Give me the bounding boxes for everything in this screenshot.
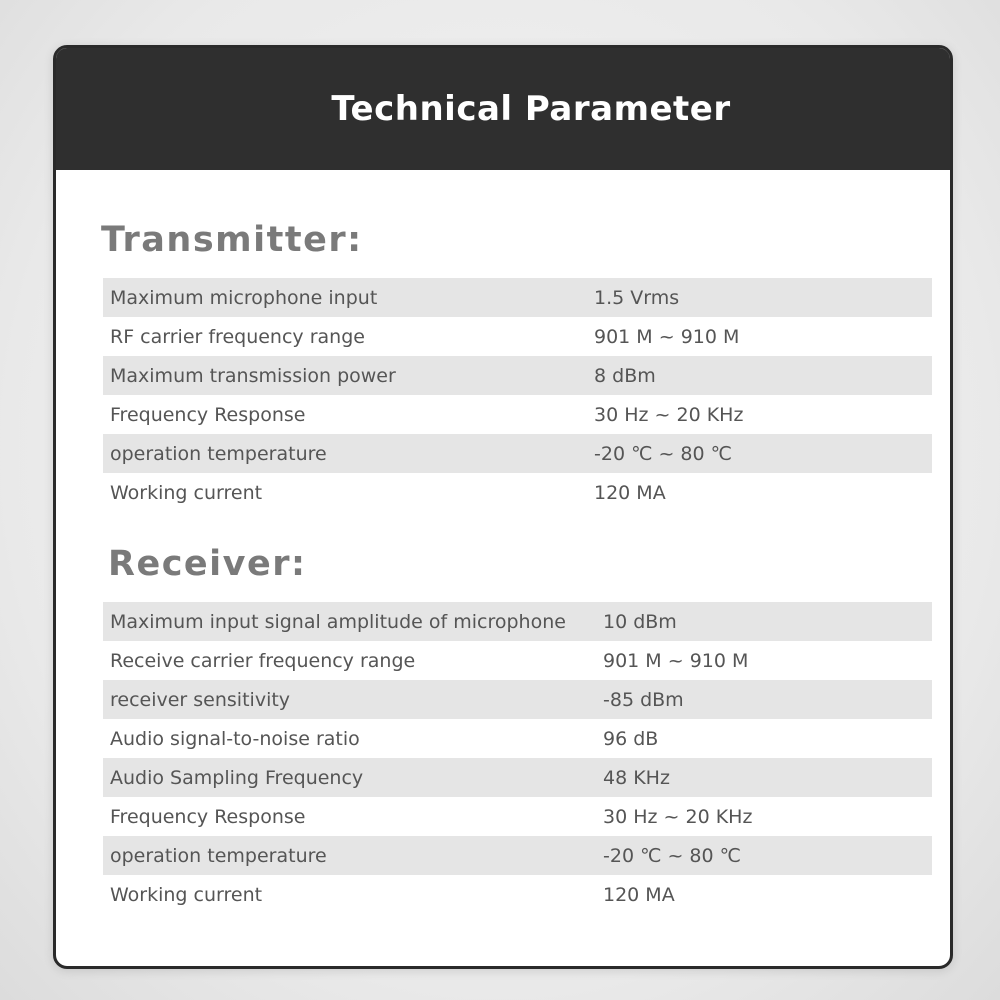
row-label: Maximum transmission power [110,364,396,387]
transmitter-heading: Transmitter: [101,220,363,260]
row-value: -20 ℃ ~ 80 ℃ [594,442,732,465]
row-value: 901 M ~ 910 M [594,325,740,348]
row-value: 30 Hz ~ 20 KHz [594,403,744,426]
row-label: RF carrier frequency range [110,325,365,348]
row-label: Audio signal-to-noise ratio [110,727,360,750]
table-row [103,278,932,317]
page-title: Technical Parameter [331,89,731,129]
table-row [103,797,932,836]
transmitter-table [103,278,932,512]
table-row [103,395,932,434]
row-value: 8 dBm [594,364,656,387]
row-label: operation temperature [110,442,327,465]
table-row [103,641,932,680]
row-label: operation temperature [110,844,327,867]
receiver-table [103,602,932,914]
row-label: Frequency Response [110,403,306,426]
table-row [103,719,932,758]
table-row [103,680,932,719]
row-value: 48 KHz [603,766,670,789]
row-label: Frequency Response [110,805,306,828]
table-row [103,473,932,512]
row-label: receiver sensitivity [110,688,291,711]
spec-card [53,45,953,969]
receiver-heading: Receiver: [108,544,307,584]
table-row [103,758,932,797]
table-row [103,602,932,641]
table-row [103,836,932,875]
table-row [103,875,932,914]
row-value: -85 dBm [603,688,684,711]
row-value: 1.5 Vrms [594,286,680,309]
row-label: Working current [110,883,263,906]
row-label: Receive carrier frequency range [110,649,416,672]
row-value: 120 MA [603,883,675,906]
row-value: 96 dB [603,727,659,750]
row-value: 30 Hz ~ 20 KHz [603,805,753,828]
row-label: Maximum microphone input [110,286,378,309]
row-value: 901 M ~ 910 M [603,649,749,672]
table-row [103,317,932,356]
row-value: 120 MA [594,481,666,504]
row-label: Audio Sampling Frequency [110,766,364,789]
row-value: 10 dBm [603,610,677,633]
table-row [103,434,932,473]
table-row [103,356,932,395]
header-banner [56,48,950,170]
row-value: -20 ℃ ~ 80 ℃ [603,844,741,867]
row-label: Maximum input signal amplitude of microphone [110,610,566,633]
row-label: Working current [110,481,263,504]
